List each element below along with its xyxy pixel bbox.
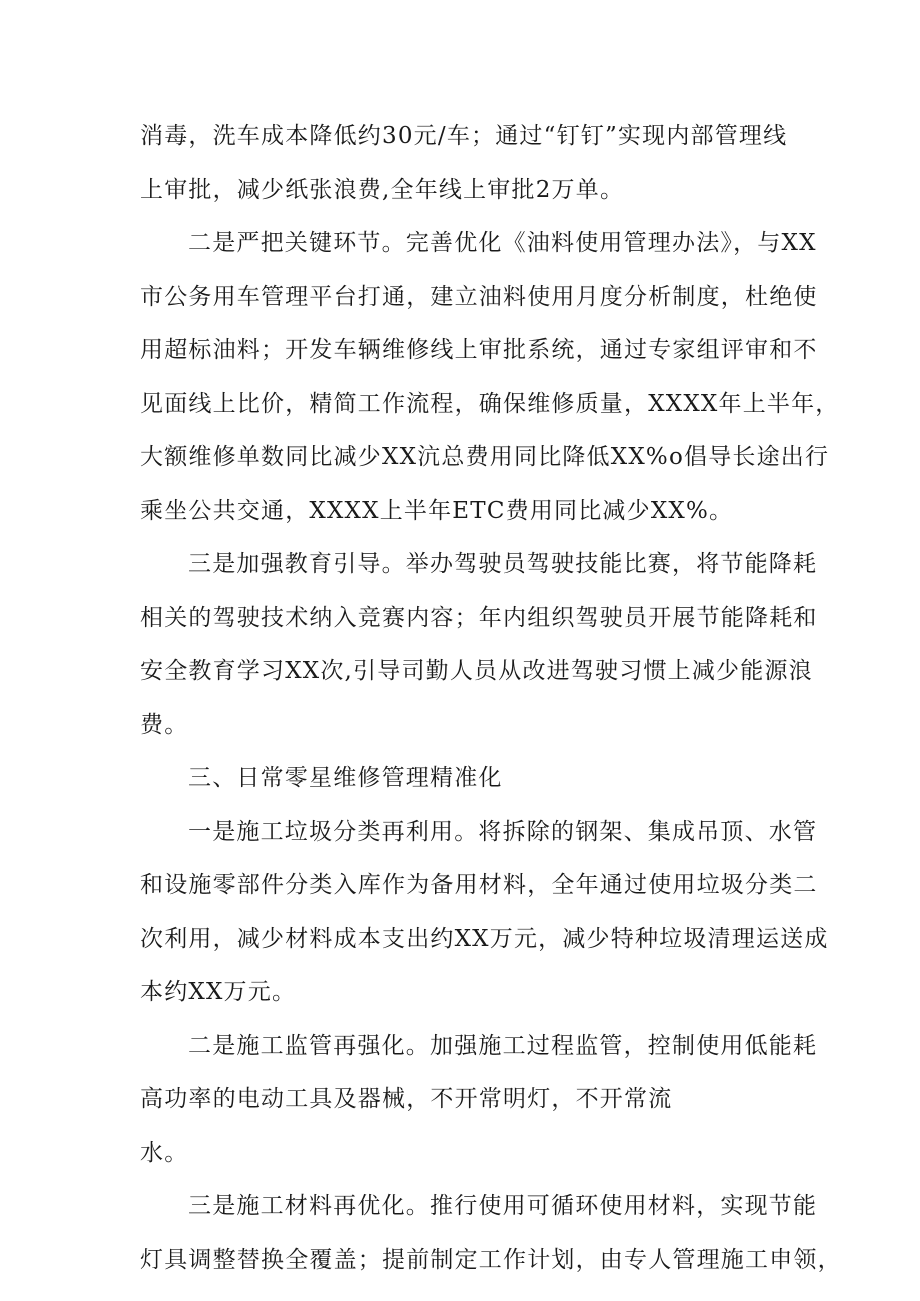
text-line: 安全教育学习XX次,引导司勤人员从改进驾驶习惯上减少能源浪 [140,658,813,684]
text-line: 高功率的电动工具及器械，不开常明灯，不开常流 [140,1086,673,1112]
text-line: 上审批，减少纸张浪费,全年线上审批2万单。 [140,176,625,203]
paragraph-start-line: 一是施工垃圾分类再利用。将拆除的钢架、集成吊顶、水管 [188,818,818,845]
text-line: 本约XX万元。 [140,979,297,1005]
text-line: 消毒，洗车成本降低约30元/车；通过“钉钉”实现内部管理线 [140,123,788,149]
text-line: 用超标油料；开发车辆维修线上审批系统，通过专家组评审和不 [140,337,818,363]
text-line: 水。 [140,1139,189,1166]
section-heading: 三、日常零星维修管理精准化 [188,765,503,791]
document-body [140,110,842,1287]
text-line: 费。 [140,711,189,738]
text-line: 灯具调整替换全覆盖；提前制定工作计划，由专人管理施工申领， [140,1246,842,1273]
paragraph-start-line: 二是施工监管再强化。加强施工过程监管，控制使用低能耗 [188,1032,818,1059]
text-line: 市公务用车管理平台打通，建立油料使用月度分析制度，杜绝使 [140,283,818,310]
paragraph-start-line: 二是严把关键环节。完善优化《油料使用管理办法》，与XX [188,230,817,256]
text-line: 见面线上比价，精简工作流程，确保维修质量，XXXX年上半年， [140,390,840,417]
text-line: 次利用，减少材料成本支出约XX万元，减少特种垃圾清理运送成 [140,925,829,952]
text-line: 相关的驾驶技术纳入竞赛内容；年内组织驾驶员开展节能降耗和 [140,604,818,631]
paragraph-start-line: 三是施工材料再优化。推行使用可循环使用材料，实现节能 [188,1193,818,1219]
paragraph-start-line: 三是加强教育引导。举办驾驶员驾驶技能比赛，将节能降耗 [188,551,818,577]
text-line: 和设施零部件分类入库作为备用材料，全年通过使用垃圾分类二 [140,872,818,898]
text-line: 乘坐公共交通，XXXX上半年ETC费用同比减少XX%。 [140,497,734,524]
text-line: 大额维修单数同比减少XX沆总费用同比降低XX%o倡导长途出行 [140,444,830,470]
